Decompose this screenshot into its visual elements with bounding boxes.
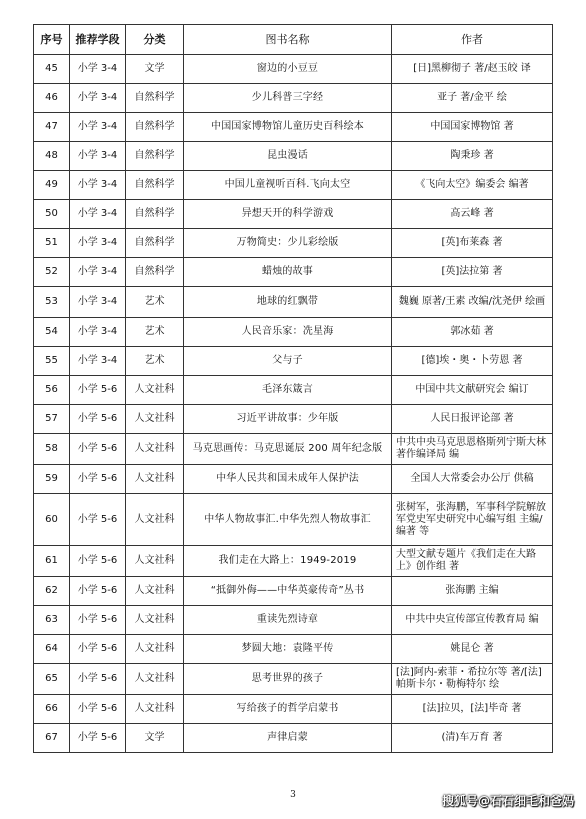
row-stage: 小学 3-4	[70, 84, 126, 113]
header-category: 分类	[126, 25, 184, 55]
row-title: 昆虫漫话	[184, 142, 392, 171]
row-category: 人文社科	[126, 664, 184, 695]
row-category: 自然科学	[126, 113, 184, 142]
row-category: 文学	[126, 55, 184, 84]
row-title: 少儿科普三字经	[184, 84, 392, 113]
row-stage: 小学 3-4	[70, 142, 126, 171]
row-stage: 小学 5-6	[70, 606, 126, 635]
row-number: 60	[34, 494, 70, 546]
row-category: 人文社科	[126, 376, 184, 405]
row-stage: 小学 5-6	[70, 546, 126, 577]
row-stage: 小学 5-6	[70, 724, 126, 753]
row-stage: 小学 3-4	[70, 55, 126, 84]
row-stage: 小学 5-6	[70, 664, 126, 695]
table-row	[34, 347, 553, 376]
row-stage: 小学 5-6	[70, 434, 126, 465]
table-row	[34, 113, 553, 142]
table-row	[34, 724, 553, 753]
watermark-text: 搜狐号@石石细毛和爸妈	[441, 794, 574, 808]
row-author: 高云峰 著	[392, 200, 553, 229]
row-author: 《飞向太空》编委会 编著	[392, 171, 553, 200]
row-author: 亚子 著/金平 绘	[392, 84, 553, 113]
book-list-table	[33, 24, 553, 753]
row-category: 艺术	[126, 347, 184, 376]
row-number: 57	[34, 405, 70, 434]
row-category: 自然科学	[126, 258, 184, 287]
row-author: 魏巍 原著/王素 改编/沈尧伊 绘画	[392, 287, 553, 318]
row-author: 张树军，张海鹏，军事科学院解放军党史军史研究中心编写组 主编/编著 等	[392, 494, 553, 546]
row-number: 50	[34, 200, 70, 229]
row-title: 我们走在大路上：1949-2019	[184, 546, 392, 577]
row-stage: 小学 5-6	[70, 376, 126, 405]
table-row	[34, 142, 553, 171]
row-category: 人文社科	[126, 465, 184, 494]
row-number: 65	[34, 664, 70, 695]
row-number: 46	[34, 84, 70, 113]
row-category: 文学	[126, 724, 184, 753]
row-title: 习近平讲故事：少年版	[184, 405, 392, 434]
row-title: 父与子	[184, 347, 392, 376]
row-stage: 小学 5-6	[70, 405, 126, 434]
table-row	[34, 577, 553, 606]
row-author: [法]拉贝，[法]毕奇 著	[392, 695, 553, 724]
table-row	[34, 405, 553, 434]
row-number: 54	[34, 318, 70, 347]
row-title: 重读先烈诗章	[184, 606, 392, 635]
table-row	[34, 318, 553, 347]
row-author: 全国人大常委会办公厅 供稿	[392, 465, 553, 494]
row-stage: 小学 3-4	[70, 258, 126, 287]
row-category: 艺术	[126, 287, 184, 318]
row-category: 人文社科	[126, 546, 184, 577]
row-category: 人文社科	[126, 577, 184, 606]
row-number: 67	[34, 724, 70, 753]
row-stage: 小学 5-6	[70, 465, 126, 494]
row-title: 写给孩子的哲学启蒙书	[184, 695, 392, 724]
table-row	[34, 287, 553, 318]
table-row	[34, 376, 553, 405]
row-stage: 小学 3-4	[70, 287, 126, 318]
row-title: 思考世界的孩子	[184, 664, 392, 695]
row-author: 中国中共文献研究会 编订	[392, 376, 553, 405]
row-number: 58	[34, 434, 70, 465]
row-category: 自然科学	[126, 171, 184, 200]
row-author: 中国国家博物馆 著	[392, 113, 553, 142]
row-stage: 小学 5-6	[70, 577, 126, 606]
row-number: 59	[34, 465, 70, 494]
row-stage: 小学 3-4	[70, 171, 126, 200]
row-category: 人文社科	[126, 606, 184, 635]
row-title: 中国国家博物馆儿童历史百科绘本	[184, 113, 392, 142]
table-row	[34, 84, 553, 113]
row-title: 蜡烛的故事	[184, 258, 392, 287]
row-author: [德]埃・奥・卜劳恩 著	[392, 347, 553, 376]
row-category: 人文社科	[126, 494, 184, 546]
row-title: 中华人物故事汇.中华先烈人物故事汇	[184, 494, 392, 546]
row-stage: 小学 5-6	[70, 494, 126, 546]
row-number: 52	[34, 258, 70, 287]
row-author: (清)车万育 著	[392, 724, 553, 753]
row-stage: 小学 3-4	[70, 318, 126, 347]
row-stage: 小学 5-6	[70, 695, 126, 724]
row-category: 自然科学	[126, 142, 184, 171]
page-number: 3	[290, 790, 296, 800]
row-number: 53	[34, 287, 70, 318]
row-title: 梦圆大地：袁隆平传	[184, 635, 392, 664]
row-number: 64	[34, 635, 70, 664]
header-stage: 推荐学段	[70, 25, 126, 55]
row-category: 自然科学	[126, 84, 184, 113]
table-row	[34, 55, 553, 84]
row-title: 毛泽东箴言	[184, 376, 392, 405]
row-number: 61	[34, 546, 70, 577]
row-title: 万物简史：少儿彩绘版	[184, 229, 392, 258]
row-number: 56	[34, 376, 70, 405]
row-stage: 小学 3-4	[70, 113, 126, 142]
table-row	[34, 465, 553, 494]
row-category: 人文社科	[126, 695, 184, 724]
row-stage: 小学 3-4	[70, 229, 126, 258]
row-category: 人文社科	[126, 434, 184, 465]
row-title: 马克思画传：马克思诞辰 200 周年纪念版	[184, 434, 392, 465]
row-title: 中华人民共和国未成年人保护法	[184, 465, 392, 494]
row-number: 62	[34, 577, 70, 606]
row-author: [法]阿内-索菲・希拉尔等 著/[法]帕斯卡尔・勒梅特尔 绘	[392, 664, 553, 695]
table-row	[34, 664, 553, 695]
row-number: 45	[34, 55, 70, 84]
table-row	[34, 546, 553, 577]
row-category: 人文社科	[126, 635, 184, 664]
row-number: 48	[34, 142, 70, 171]
table-row	[34, 171, 553, 200]
header-author: 作者	[392, 25, 553, 55]
row-number: 51	[34, 229, 70, 258]
row-number: 47	[34, 113, 70, 142]
row-stage: 小学 3-4	[70, 347, 126, 376]
row-stage: 小学 3-4	[70, 200, 126, 229]
row-author: 姚昆仑 著	[392, 635, 553, 664]
row-author: [英]布莱森 著	[392, 229, 553, 258]
row-number: 49	[34, 171, 70, 200]
row-author: 郭冰茹 著	[392, 318, 553, 347]
row-title: 窗边的小豆豆	[184, 55, 392, 84]
row-title: 人民音乐家：冼星海	[184, 318, 392, 347]
table-row	[34, 635, 553, 664]
row-title: “抵御外侮——中华英豪传奇”丛书	[184, 577, 392, 606]
row-author: [日]黑柳彻子 著/赵玉皎 译	[392, 55, 553, 84]
row-author: 中共中央宣传部宣传教育局 编	[392, 606, 553, 635]
row-category: 艺术	[126, 318, 184, 347]
table-row	[34, 229, 553, 258]
table-header-row	[34, 25, 553, 55]
table-row	[34, 200, 553, 229]
row-author: 人民日报评论部 著	[392, 405, 553, 434]
table-row	[34, 695, 553, 724]
row-category: 人文社科	[126, 405, 184, 434]
header-title: 图书名称	[184, 25, 392, 55]
table-row	[34, 434, 553, 465]
row-category: 自然科学	[126, 200, 184, 229]
row-author: 中共中央马克思恩格斯列宁斯大林著作编译局 编	[392, 434, 553, 465]
row-title: 声律启蒙	[184, 724, 392, 753]
row-author: [英]法拉第 著	[392, 258, 553, 287]
row-title: 异想天开的科学游戏	[184, 200, 392, 229]
table-row	[34, 606, 553, 635]
row-number: 66	[34, 695, 70, 724]
row-author: 张海鹏 主编	[392, 577, 553, 606]
row-category: 自然科学	[126, 229, 184, 258]
table-row	[34, 494, 553, 546]
row-title: 中国儿童视听百科.飞向太空	[184, 171, 392, 200]
row-number: 55	[34, 347, 70, 376]
row-stage: 小学 5-6	[70, 635, 126, 664]
row-author: 大型文献专题片《我们走在大路上》创作组 著	[392, 546, 553, 577]
header-no: 序号	[34, 25, 70, 55]
row-title: 地球的红飘带	[184, 287, 392, 318]
row-author: 陶秉珍 著	[392, 142, 553, 171]
table-row	[34, 258, 553, 287]
row-number: 63	[34, 606, 70, 635]
